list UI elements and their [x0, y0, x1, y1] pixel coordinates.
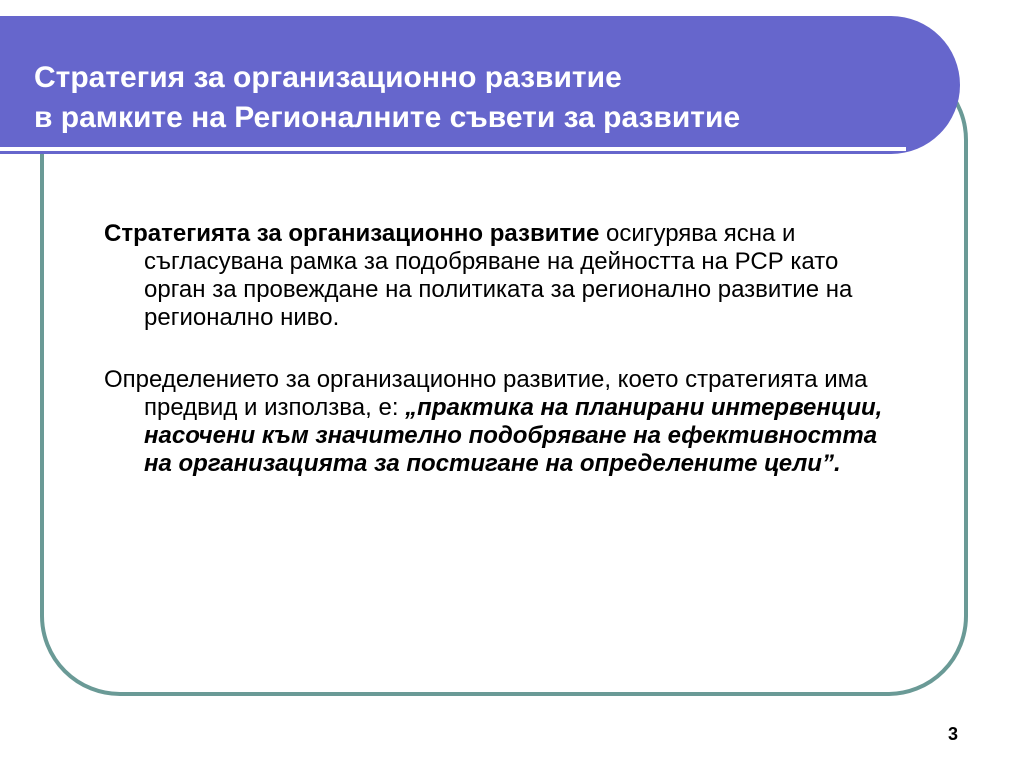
- title-line-2: в рамките на Регионалните съвети за развитие: [34, 101, 741, 134]
- title-line-1: Стратегия за организационно развитие: [34, 61, 622, 94]
- strategy-description: осигурява ясна и съгласувана рамка за подобряване на дейността на РСР като орган за провеждане на политиката за регионално развитие на регионално ниво.: [144, 220, 853, 331]
- paragraph-strategy: [104, 220, 884, 332]
- title-bar: [0, 16, 960, 154]
- slide-title: [34, 58, 740, 138]
- slide-body: [104, 220, 884, 512]
- definition-intro: Определението за организационно развитие, което стратегията има предвид и използва, е:: [104, 366, 868, 421]
- page-number: 3: [948, 724, 959, 744]
- definition-quote: „практика на планирани интервенции, насочени към значително подобряване на ефективността на организацията за постигане на определените цели”.: [144, 394, 883, 477]
- title-underline: [0, 147, 906, 151]
- paragraph-definition: [104, 366, 884, 478]
- strategy-term: Стратегията за организационно развитие: [104, 220, 600, 247]
